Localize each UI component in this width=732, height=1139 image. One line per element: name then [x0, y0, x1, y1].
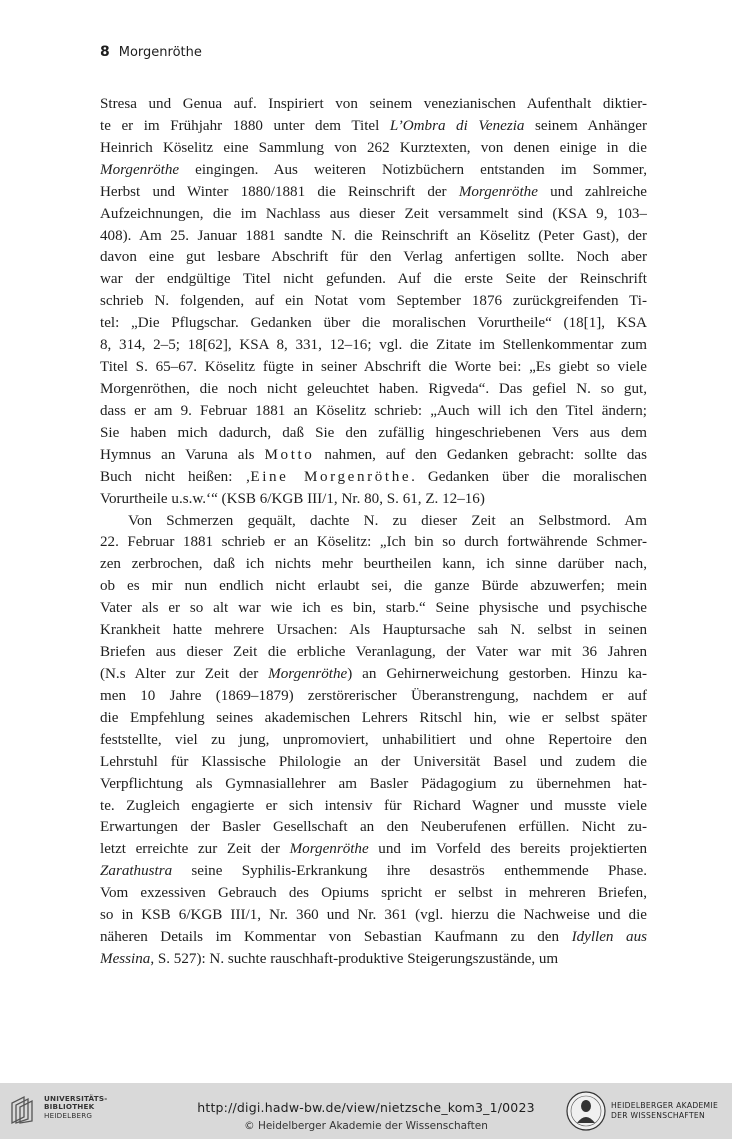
text-line: [100, 313, 647, 335]
text-run: zen zerbrochen, daß ich nichts mehr beurtheilen kann, ich sinne darüber nach,: [100, 556, 647, 573]
text-run: feststellte, viel zu jung, unpromoviert, unhabilitiert und ohne Repertoire den: [100, 731, 647, 748]
text-line: [100, 226, 647, 248]
text-line: [100, 269, 647, 291]
text-line: [100, 927, 647, 949]
text-line: [100, 204, 647, 226]
text-run: men 10 Jahre (1869–1879) zerstörerischer Überanstrengung, nachdem er auf: [100, 687, 647, 704]
university-library-name: UNIVERSITÄTS- BIBLIOTHEK HEIDELBERG: [44, 1094, 108, 1120]
text-line: [100, 576, 647, 598]
italic-text: L’Ombra di Venezia: [389, 117, 525, 134]
academy-name: HEIDELBERGER AKADEMIE DER WISSENSCHAFTEN: [611, 1101, 719, 1120]
text-run: Herbst und Winter 1880/1881 die Reinschrift der: [100, 183, 459, 200]
copyright-notice: © Heidelberger Akademie der Wissenschaften: [244, 1120, 488, 1132]
text-run: Hymnus an Varuna als: [100, 446, 265, 463]
text-run: seine Syphilis-Erkrankung ihre desaströs enthemmende Phase.: [172, 863, 647, 880]
text-run: und zahlreiche: [537, 183, 647, 200]
text-run: davon eine gut lesbare Abschrift für den Verlag anfertigen sollte. Noch aber: [100, 249, 647, 266]
text-run: Krankheit hatte mehrere Ursachen: Als Hauptursache sah N. selbst in seinen: [100, 622, 647, 639]
text-line: [100, 423, 647, 445]
text-line: [100, 467, 647, 489]
text-run: Briefen aus dieser Zeit die erbliche Veranlagung, der Vater war mit 36 Jahren: [100, 644, 647, 661]
text-run: Sie haben mich dadurch, daß Sie den zufällig hingeschriebenen Vers aus dem: [100, 424, 647, 441]
text-line: [100, 160, 647, 182]
text-line: [100, 861, 647, 883]
text-run: ) an Gehirnerweichung gestorben. Hinzu ka-: [347, 665, 647, 682]
text-run: Heinrich Köselitz eine Sammlung von 262 Kurztexten, von denen einige in die: [100, 139, 647, 156]
running-title: Morgenröthe: [118, 45, 202, 60]
page-number: 8: [100, 44, 110, 60]
text-run: Vorurtheile u.s.w.‘“ (KSB 6/KGB III/1, Nr. 80, S. 61, Z. 12–16): [100, 490, 485, 507]
text-run: war der endgültige Titel nicht gefunden. Auf die erste Seite der Reinschrift: [100, 271, 647, 288]
body-text: [100, 94, 647, 971]
text-run: 408). Am 25. Januar 1881 sandte N. die Reinschrift an Köselitz (Peter Gast), der: [100, 227, 647, 244]
text-line: [100, 511, 647, 533]
text-line: [100, 598, 647, 620]
text-line: [100, 138, 647, 160]
text-line: [100, 642, 647, 664]
text-run: näheren Details im Kommentar von Sebastian Kaufmann zu den: [100, 929, 572, 946]
text-line: [100, 401, 647, 423]
text-run: dass er am 9. Februar 1881 an Köselitz schrieb: „Auch will ich den Titel ändern;: [100, 402, 647, 419]
text-run: Vom exzessiven Gebrauch des Opiums spricht er selbst in mehreren Briefen,: [100, 885, 647, 902]
italic-text: Idyllen aus: [571, 929, 647, 946]
permalink-url[interactable]: http://digi.hadw-bw.de/view/nietzsche_kom3_1/0023: [197, 1100, 535, 1115]
text-line: [100, 949, 647, 971]
text-run: nahmen, auf den Gedanken gebracht: sollte das: [314, 446, 647, 463]
text-run: so in KSB 6/KGB III/1, Nr. 360 und Nr. 361 (vgl. hierzu die Nachweise und die: [100, 907, 647, 924]
text-run: die Empfehlung seines akademischen Lehrers Ritschl hin, wie er selbst später: [100, 709, 647, 726]
text-line: [100, 686, 647, 708]
text-run: letzt erreichte zur Zeit der: [100, 841, 290, 858]
italic-text: Morgenröthe: [289, 841, 369, 858]
text-run: Verpflichtung als Gymnasiallehrer am Basler Pädagogium zu übernehmen hat-: [100, 775, 647, 792]
text-line: [100, 94, 647, 116]
text-line: [100, 708, 647, 730]
text-run: seinem Anhänger: [524, 117, 647, 134]
text-line: [100, 335, 647, 357]
text-line: [100, 182, 647, 204]
italic-text: Zarathustra: [100, 863, 173, 880]
text-run: Erwartungen der Basler Gesellschaft an den Neuberufenen erfüllen. Nicht zu-: [100, 819, 647, 836]
viewer-footer: [0, 1083, 732, 1139]
text-run: Lehrstuhl für Klassische Philologie an der Universität Basel und zudem die: [100, 753, 647, 770]
text-run: Aufzeichnungen, die im Nachlass aus dieser Zeit versammelt sind (KSA 9, 103–: [100, 205, 647, 222]
text-line: [100, 357, 647, 379]
text-line: [100, 817, 647, 839]
spaced-text: Eine Morgenröthe: [250, 468, 412, 485]
text-line: [100, 489, 647, 511]
text-run: te er im Frühjahr 1880 unter dem Titel: [100, 117, 390, 134]
text-run: Stresa und Genua auf. Inspiriert von seinem venezianischen Aufenthalt diktier-: [100, 96, 647, 112]
text-line: [100, 730, 647, 752]
text-run: Titel S. 65–67. Köselitz fügte in seiner Abschrift die Worte bei: „Es giebt so viele: [100, 359, 647, 376]
text-run: 22. Februar 1881 schrieb er an Köselitz: „Ich bin so durch fortwährende Schmer-: [100, 534, 647, 551]
academy-seal-icon: [566, 1091, 606, 1131]
text-run: ob es mir nun endlich nicht erlaubt sei, die ganze Bürde abzuwerfen; mein: [100, 578, 647, 595]
text-line: [100, 796, 647, 818]
text-line: [100, 664, 647, 686]
text-line: [100, 883, 647, 905]
text-line: [100, 291, 647, 313]
text-line: [100, 839, 647, 861]
italic-text: Messina: [100, 950, 151, 967]
italic-text: Morgenröthe: [100, 161, 180, 178]
text-run: eingingen. Aus weiteren Notizbüchern entstanden im Sommer,: [179, 161, 647, 178]
text-run: , S. 527): N. suchte rauschhaft-produktive Steigerungszustände, um: [150, 950, 559, 967]
text-run: Von Schmerzen gequält, dachte N. zu dieser Zeit an Selbstmord. Am: [128, 512, 647, 529]
text-line: [100, 247, 647, 269]
spaced-text: Motto: [264, 446, 315, 463]
text-run: und im Vorfeld des bereits projektierten: [368, 841, 647, 858]
italic-text: Morgenröthe: [458, 183, 538, 200]
text-line: [100, 116, 647, 138]
text-run: (N.s Alter zur Zeit der: [100, 665, 269, 682]
text-line: [100, 905, 647, 927]
text-line: [100, 445, 647, 467]
text-line: [100, 532, 647, 554]
text-run: te. Zugleich engagierte er sich intensiv für Richard Wagner und musste viele: [100, 797, 647, 814]
text-line: [100, 752, 647, 774]
text-run: Morgenröthen, die noch nicht geleuchtet haben. Rigveda“. Das gefiel N. so gut,: [100, 380, 647, 397]
text-line: [100, 379, 647, 401]
text-run: Vater als er so alt war wie ich es bin, starb.“ Seine physische und psychische: [100, 600, 647, 617]
text-line: [100, 554, 647, 576]
text-run: schrieb N. folgenden, auf ein Notat vom September 1876 zurückgreifenden Ti-: [100, 293, 647, 310]
italic-text: Morgenröthe: [268, 665, 348, 682]
text-run: . Gedanken über die moralischen: [411, 468, 647, 485]
text-line: [100, 774, 647, 796]
text-run: tel: „Die Pflugschar. Gedanken über die moralischen Vorurtheile“ (18[1], KSA: [100, 315, 647, 332]
text-run: Buch nicht heißen: ‚: [100, 468, 251, 485]
running-header: [100, 44, 202, 60]
text-line: [100, 620, 647, 642]
text-run: 8, 314, 2–5; 18[62], KSA 8, 331, 12–16; vgl. die Zitate im Stellenkommentar zum: [100, 337, 647, 354]
